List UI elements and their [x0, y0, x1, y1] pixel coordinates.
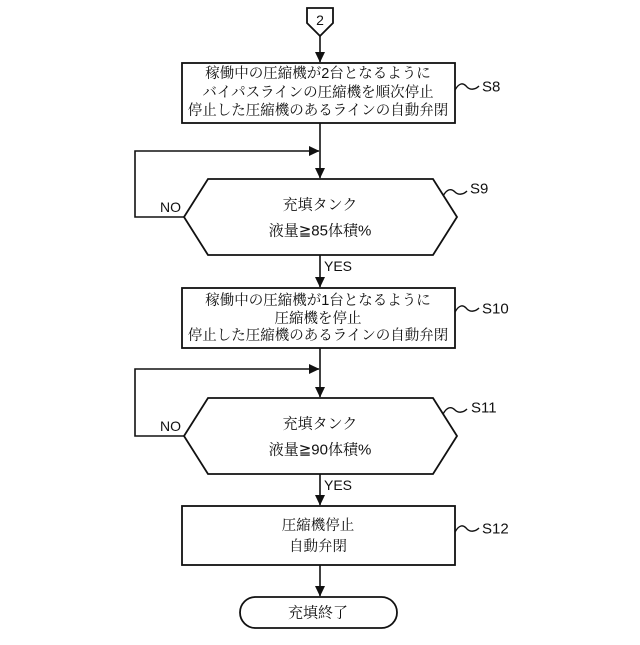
step-s9-leader-squiggle — [443, 190, 467, 196]
step-s12-line2: 自動弁閉 — [289, 539, 347, 555]
branch-label-no-s11: NO — [160, 418, 181, 434]
step-s11-line2: 液量≧90体積% — [268, 441, 372, 459]
step-s8-label: S8 — [482, 78, 501, 96]
terminal-label: 充填終了 — [287, 604, 349, 622]
step-s9-line1: 充填タンク — [282, 196, 358, 214]
step-s12-label: S12 — [482, 520, 509, 538]
step-s12-line1: 圧縮機停止 — [281, 518, 355, 534]
step-s8-leader-squiggle — [455, 84, 479, 90]
step-s10-line2: 圧縮機を停止 — [274, 311, 362, 327]
branch-label-no-s9: NO — [160, 199, 181, 215]
offpage-connector-label: 2 — [316, 12, 324, 28]
step-s10-leader-squiggle — [455, 306, 479, 312]
step-s8-line1: 稼働中の圧縮機が2台となるように — [205, 66, 431, 82]
step-s9-line2: 液量≧85体積% — [268, 222, 372, 240]
step-s11-line1: 充填タンク — [282, 415, 358, 433]
step-s12-leader-squiggle — [455, 526, 479, 532]
step-s11-hexagon — [184, 398, 457, 474]
step-s11-leader-squiggle — [443, 408, 467, 414]
step-s9-label: S9 — [470, 180, 489, 198]
branch-label-yes-s11: YES — [324, 477, 353, 493]
step-s9-hexagon — [184, 179, 457, 255]
step-s12-box — [182, 506, 455, 565]
step-s10-label: S10 — [482, 300, 509, 318]
step-s10-line1: 稼働中の圧縮機が1台となるように — [205, 293, 431, 309]
step-s11-label: S11 — [471, 399, 497, 417]
step-s8-line2: バイパスラインの圧縮機を順次停止 — [202, 85, 434, 101]
branch-label-yes-s9: YES — [324, 258, 353, 274]
step-s10-line3: 停止した圧縮機のあるラインの自動弁閉 — [187, 328, 449, 344]
step-s8-line3: 停止した圧縮機のあるラインの自動弁閉 — [187, 103, 449, 119]
